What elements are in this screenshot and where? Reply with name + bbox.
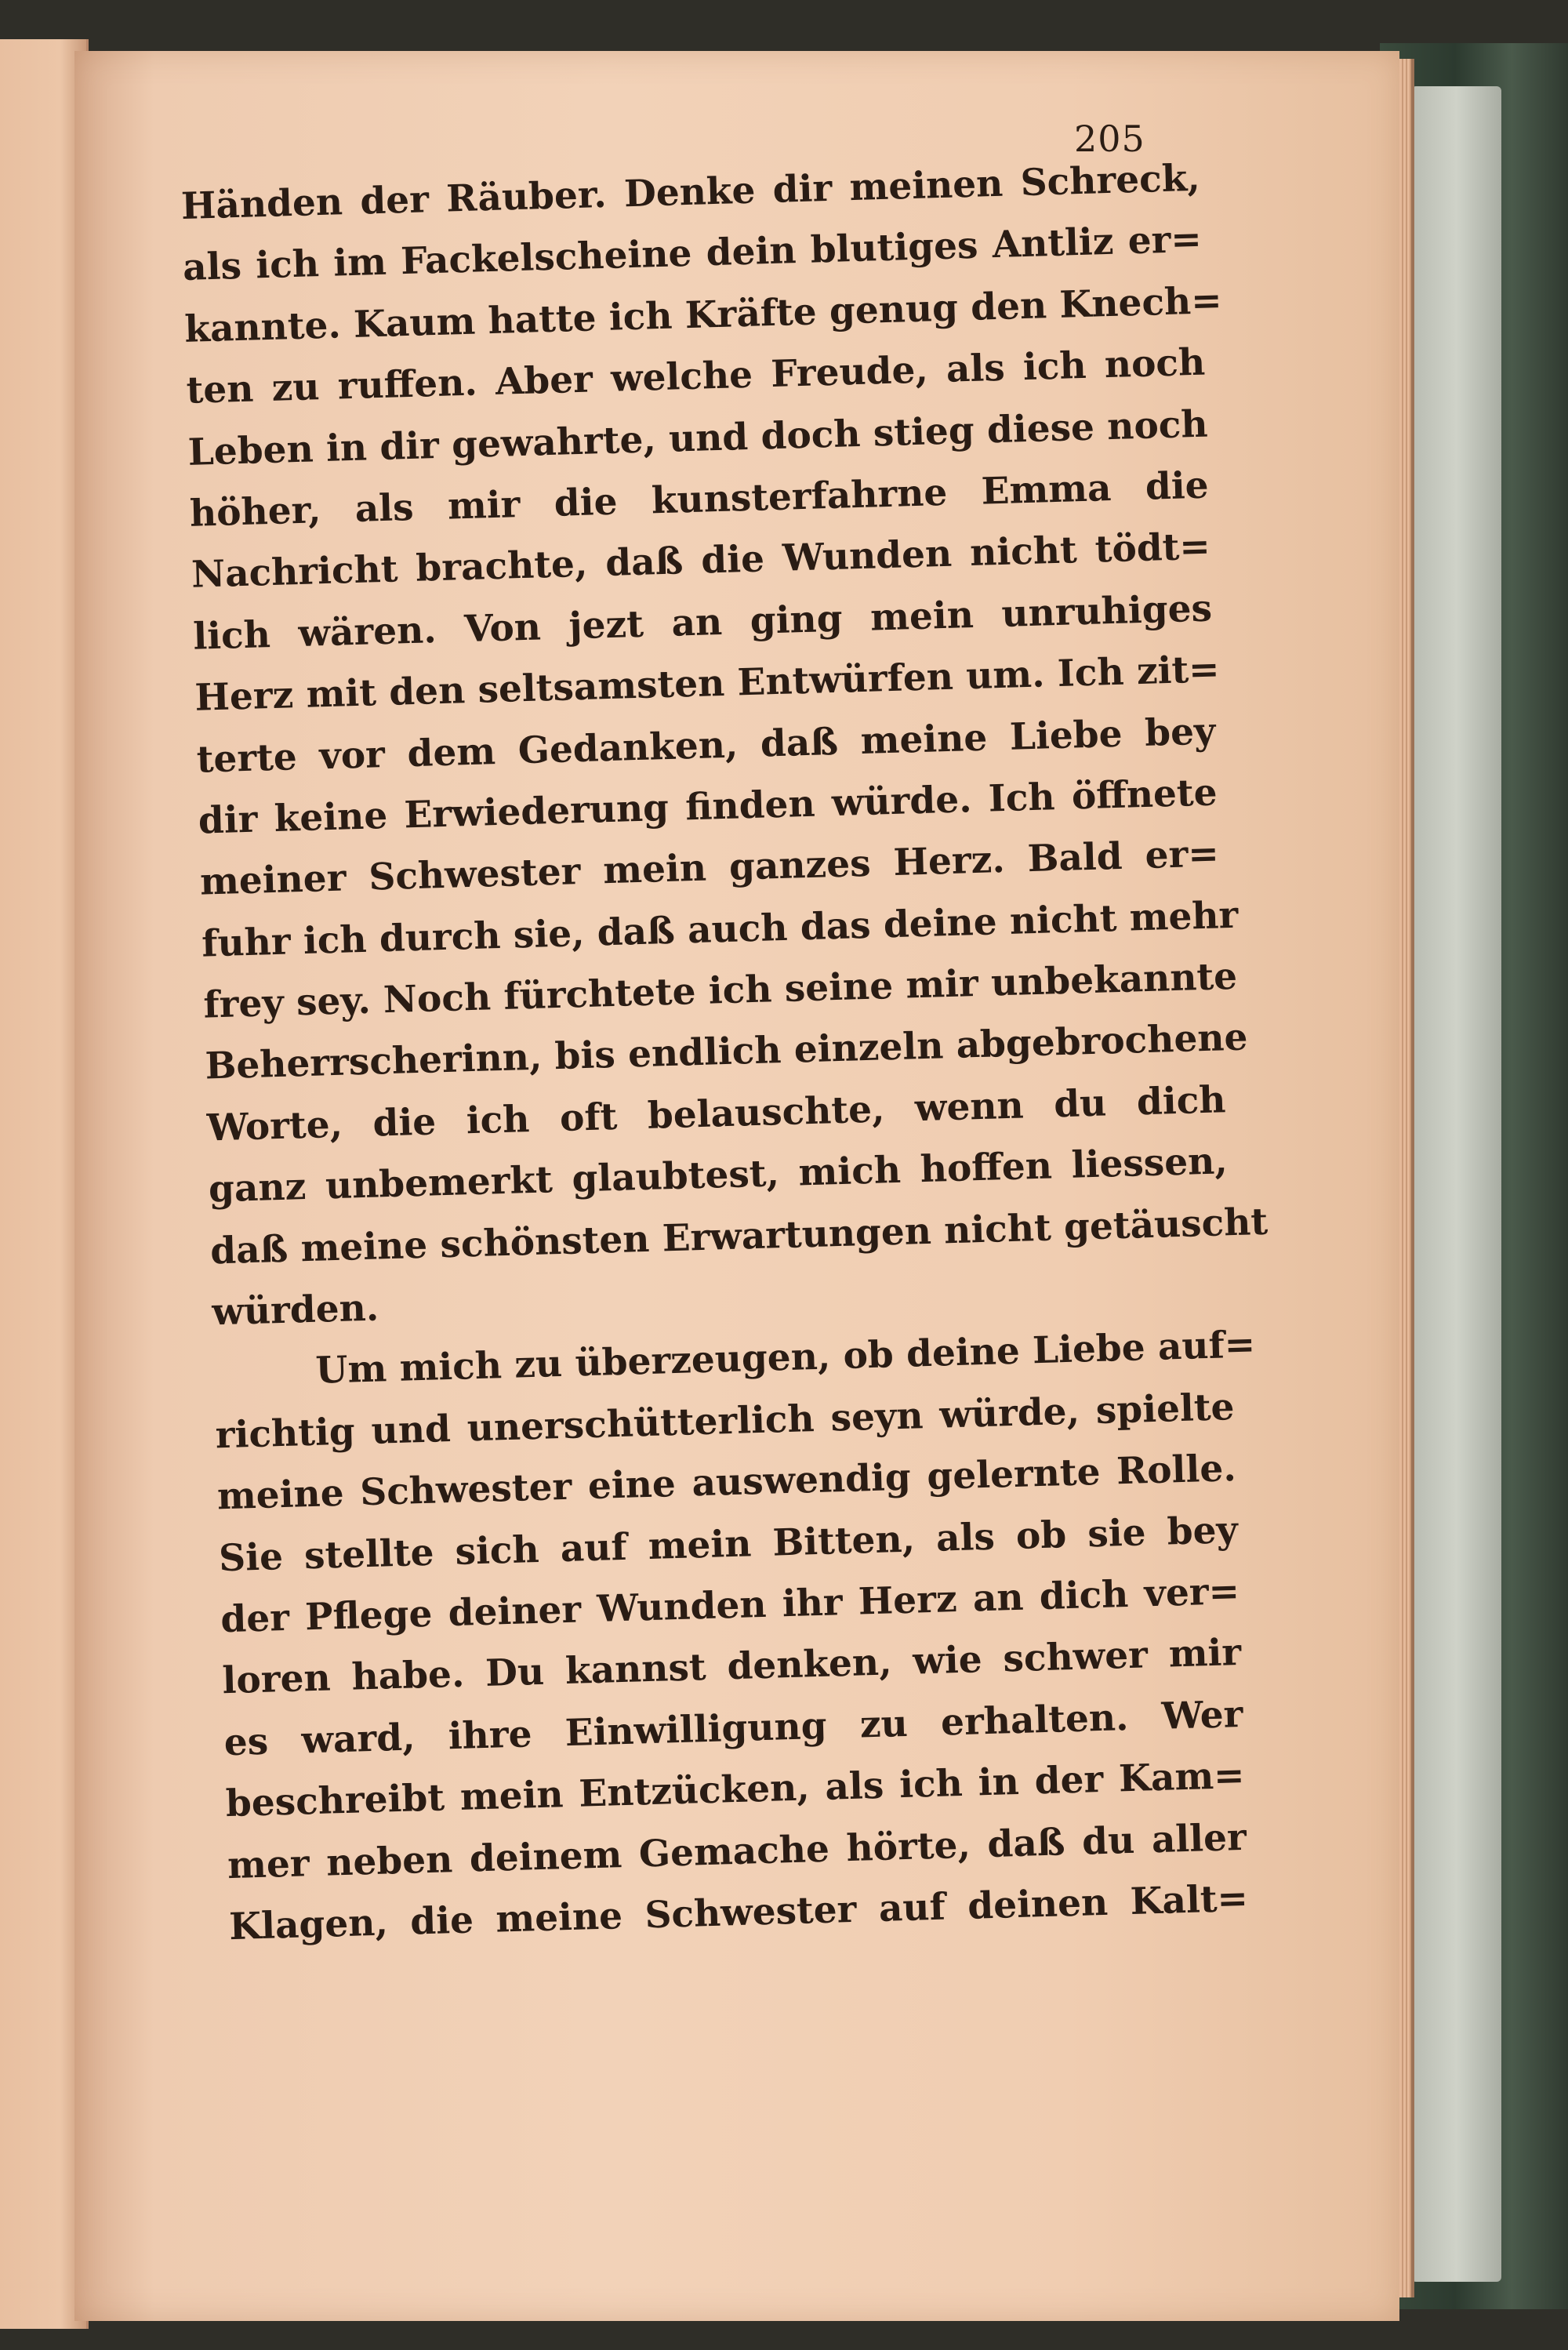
text-line: kannte. Kaum hatte ich Kräfte genug den Knech= (183, 278, 1223, 351)
text-line: lich wären. Von jezt an ging mein unruhiges (192, 587, 1213, 659)
text-line: fuhr ich durch sie, daß auch das deine nicht mehr (201, 893, 1239, 966)
paragraph-start-line: Um mich zu überzeugen, ob deine Liebe auf= (314, 1323, 1256, 1393)
endpaper-strip (1411, 86, 1501, 2282)
text-line: Leben in dir gewahrte, und doch stieg diese noch (187, 402, 1209, 474)
text-line: der Pflege deiner Wunden ihr Herz an dich ver= (220, 1569, 1240, 1642)
text-line: daß meine schönsten Erwartungen nicht getäuscht (209, 1200, 1269, 1273)
text-line: Herz mit den seltsamsten Entwürfen um. Ich zit= (194, 648, 1221, 720)
text-line: Nachricht brachte, daß die Wunden nicht tödt= (191, 525, 1211, 597)
text-line: meine Schwester eine auswendig gelernte Rolle. (216, 1447, 1237, 1519)
text-line: als ich im Fackelscheine dein blutiges Antliz er= (182, 218, 1203, 290)
text-line: mer neben deinem Gemache hörte, daß du aller (227, 1815, 1247, 1887)
text-line: beschreibt mein Entzücken, als ich in der Kam= (225, 1754, 1246, 1826)
text-line: Beherrscherinn, bis endlich einzeln abgebrochene (204, 1015, 1249, 1089)
paragraph-end-line: würden. (211, 1286, 379, 1335)
body-text (180, 148, 1269, 1959)
text-line: Worte, die ich oft belauschte, wenn du dich (206, 1078, 1227, 1150)
text-line: Sie stellte sich auf mein Bitten, als ob sie bey (218, 1508, 1239, 1580)
text-line: richtig und unerschütterlich seyn würde, spielte (215, 1385, 1236, 1458)
text-line: terte vor dem Gedanken, daß meine Liebe bey (196, 709, 1217, 782)
text-line: frey sey. Noch fürchtete ich seine mir unbekannte (202, 954, 1238, 1027)
text-line: Händen der Räuber. Denke dir meinen Schreck, (180, 156, 1201, 228)
page-number: 205 (1074, 118, 1145, 160)
text-line: ten zu ruffen. Aber welche Freude, als ich noch (185, 340, 1206, 413)
text-line: ganz unbemerkt glaubtest, mich hoffen liessen, (208, 1139, 1229, 1211)
text-line: Klagen, die meine Schwester auf deinen Kalt= (228, 1876, 1249, 1949)
text-line: höher, als mir die kunsterfahrne Emma die (189, 463, 1210, 536)
text-line: loren habe. Du kannst denken, wie schwer mir (221, 1631, 1242, 1703)
text-line: meiner Schwester mein ganzes Herz. Bald er= (199, 832, 1220, 904)
text-line: es ward, ihre Einwilligung zu erhalten. Wer (223, 1692, 1244, 1764)
text-line: dir keine Erwiederung finden würde. Ich öffnete (198, 771, 1218, 843)
